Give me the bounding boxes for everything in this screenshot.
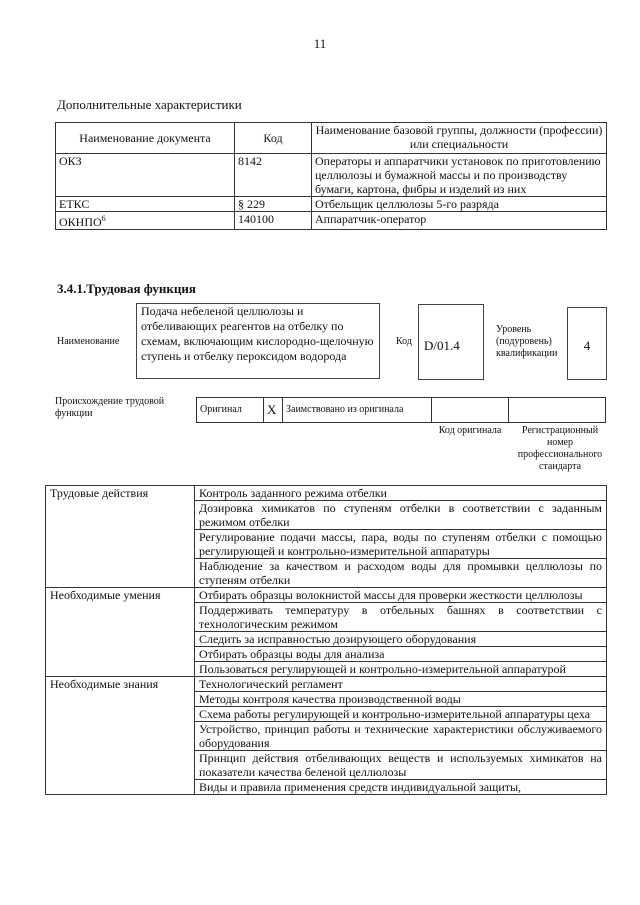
name-label: Наименование	[57, 336, 120, 347]
section-title: Дополнительные характеристики	[57, 97, 242, 112]
origin-label: Происхождение трудовой функции	[55, 396, 165, 419]
footnote-mark: 6	[101, 214, 106, 223]
detail-item: Регулирование подачи массы, пара, воды по ступеням отбелки с помощью регулирующей и контрольно-измерительной аппаратуры	[195, 530, 607, 559]
detail-item: Технологический регламент	[195, 677, 607, 692]
detail-item: Пользоваться регулирующей и контрольно-измерительной аппаратурой	[195, 662, 607, 677]
level-box: 4	[567, 307, 607, 380]
doc-name: ОКНПО	[59, 215, 102, 229]
table-row	[56, 197, 607, 212]
orig-code-cell	[432, 398, 509, 423]
name-cell: Операторы и аппаратчики установок по приготовлению целлюлозы и бумажной массы и по производству бумаги, картона, фибры и изделий из них	[312, 154, 607, 197]
doc-cell	[56, 212, 235, 230]
code-cell: § 229	[235, 197, 312, 212]
additional-characteristics-table	[55, 122, 607, 230]
detail-item: Отбирать образцы волокнистой массы для проверки жесткости целлюлозы	[195, 588, 607, 603]
detail-item: Следить за исправностью дозирующего оборудования	[195, 632, 607, 647]
reg-number-cell	[509, 398, 606, 423]
detail-item: Контроль заданного режима отбелки	[195, 486, 607, 501]
header-cell: Наименование документа	[56, 123, 235, 154]
reg-number-label: Регистрационный номер профессионального стандарта	[517, 425, 603, 472]
function-details-table	[45, 485, 607, 795]
header-cell: Наименование базовой группы, должности (профессии) или специальности	[312, 123, 607, 154]
detail-item: Отбирать образцы воды для анализа	[195, 647, 607, 662]
category-label: Трудовые действия	[46, 486, 195, 588]
function-title: 3.4.1.Трудовая функция	[57, 281, 196, 296]
detail-item: Принцип действия отбеливающих веществ и используемых химикатов на показатели качества беленой целлюлозы	[195, 751, 607, 780]
category-label: Необходимые знания	[46, 677, 195, 795]
name-cell: Отбельщик целлюлозы 5-го разряда	[312, 197, 607, 212]
detail-item: Виды и правила применения средств индивидуальной защиты,	[195, 780, 607, 795]
function-code-box: D/01.4	[418, 304, 484, 380]
page-number: 11	[313, 36, 327, 51]
original-label: Оригинал	[197, 398, 264, 423]
doc-cell: ЕТКС	[56, 197, 235, 212]
detail-item: Наблюдение за качеством и расходом воды для промывки целлюлозы по ступеням отбелки	[195, 559, 607, 588]
code-cell: 8142	[235, 154, 312, 197]
table-row	[56, 212, 607, 230]
origin-table	[196, 397, 606, 423]
function-name-box: Подача небеленой целлюлозы и отбеливающих реагентов на отбелку по схемам, включающим кислородно-щелочную ступень и отбелку пероксидом водорода	[136, 303, 380, 379]
doc-cell: ОКЗ	[56, 154, 235, 197]
detail-item: Устройство, принцип работы и технические характеристики обслуживаемого оборудования	[195, 722, 607, 751]
code-cell: 140100	[235, 212, 312, 230]
borrowed-label: Заимствовано из оригинала	[283, 398, 432, 423]
name-cell: Аппаратчик-оператор	[312, 212, 607, 230]
header-cell: Код	[235, 123, 312, 154]
detail-item: Методы контроля качества производственной воды	[195, 692, 607, 707]
detail-item: Дозировка химикатов по ступеням отбелки в соответствии с заданным режимом отбелки	[195, 501, 607, 530]
detail-item: Схема работы регулирующей и контрольно-измерительной аппаратуры цеха	[195, 707, 607, 722]
original-mark: X	[264, 398, 283, 423]
table-header-row	[56, 123, 607, 154]
detail-item: Поддерживать температуру в отбельных башнях в соответствии с технологическим режимом	[195, 603, 607, 632]
code-label: Код	[396, 336, 412, 347]
orig-code-label: Код оригинала	[438, 425, 502, 436]
table-row	[56, 154, 607, 197]
category-label: Необходимые умения	[46, 588, 195, 677]
level-label: Уровень (подуровень) квалификации	[496, 324, 558, 359]
